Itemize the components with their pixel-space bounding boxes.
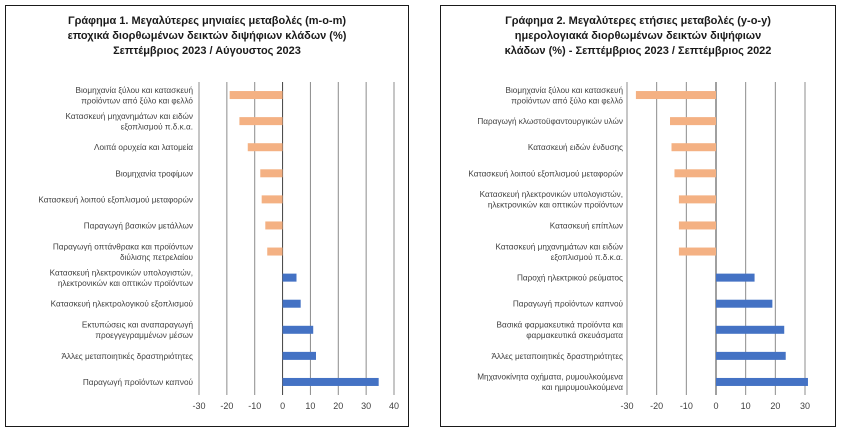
x-tick-label: 20 <box>770 401 781 411</box>
bar <box>670 117 716 125</box>
category-label: Βασικά φαρμακευτικά προϊόντα και <box>496 320 623 330</box>
x-tick-label: -20 <box>220 401 234 411</box>
category-label: διύλισης πετρελαίου <box>120 252 193 262</box>
x-tick-label: -30 <box>192 401 206 411</box>
bar <box>283 352 316 360</box>
category-label: ηλεκτρονικών και οπτικών προϊόντων <box>57 278 193 288</box>
chart-title-line: Γράφημα 1. Μεγαλύτερες μηνιαίες μεταβολές (m-o-m) <box>67 15 347 27</box>
x-tick-label: 30 <box>361 401 372 411</box>
category-label: Παραγωγή βασικών μετάλλων <box>83 221 193 231</box>
category-label: Κατασκευή λοιπού εξοπλισμού μεταφορών <box>38 195 193 205</box>
bar <box>674 169 716 177</box>
bar <box>679 248 716 256</box>
category-label: προϊόντων από ξύλο και φελλό <box>511 96 623 106</box>
category-label: Κατασκευή ηλεκτρονικών υπολογιστών, <box>49 268 193 278</box>
category-label: εξοπλισμού π.δ.κ.α. <box>120 122 193 132</box>
bar <box>262 195 283 203</box>
x-tick-label: -30 <box>620 401 634 411</box>
bar <box>283 326 314 334</box>
category-label: εξοπλισμού π.δ.κ.α. <box>550 252 623 262</box>
category-label: Παραγωγή προϊόντων καπνού <box>82 377 193 387</box>
bar <box>636 91 716 99</box>
category-label: Παροχή ηλεκτρικού ρεύματος <box>516 273 623 283</box>
chart-title-line: ημερολογιακά διορθωμένων δεικτών διψήφιων <box>514 30 762 42</box>
x-tick-label: 0 <box>280 401 286 411</box>
bar <box>230 91 283 99</box>
category-label: Παραγωγή οπτάνθρακα και προϊόντων <box>52 242 193 252</box>
category-label: Κατασκευή ηλεκτρολογικού εξοπλισμού <box>50 299 193 309</box>
category-label: Λοιπά ορυχεία και λατομεία <box>94 143 193 153</box>
x-tick-label: 10 <box>305 401 316 411</box>
category-label: Κατασκευή επίπλων <box>549 221 623 231</box>
category-label: Άλλες μεταποιητικές δραστηριότητες <box>491 351 623 361</box>
category-label: και ημιρυμουλκούμενα <box>541 383 623 393</box>
bar <box>283 300 301 308</box>
x-tick-label: -10 <box>679 401 693 411</box>
chart-title-line: Γράφημα 2. Μεγαλύτερες ετήσιες μεταβολές (y-o-y) <box>505 15 771 27</box>
category-label: Άλλες μεταποιητικές δραστηριότητες <box>61 351 193 361</box>
bar <box>265 221 282 229</box>
category-label: Κατασκευή ειδών ένδυσης <box>527 143 623 153</box>
bar <box>239 117 282 125</box>
chart-title-line: κλάδων (%) - Σεπτέμβριος 2023 / Σεπτέμβριος 2022 <box>504 45 772 57</box>
category-label: Βιομηχανία ξύλου και κατασκευή <box>75 85 193 95</box>
chart-panel-2 <box>440 5 836 427</box>
chart-plot <box>6 6 408 426</box>
bar <box>716 274 755 282</box>
bar <box>716 326 784 334</box>
bar <box>716 378 808 386</box>
bar <box>267 248 282 256</box>
bar <box>716 300 772 308</box>
category-label: Παραγωγή κλωστοϋφαντουργικών υλών <box>477 117 623 127</box>
bar <box>679 195 716 203</box>
bar <box>716 352 786 360</box>
chart-plot <box>441 6 835 426</box>
category-label: Κατασκευή μηχανημάτων και ειδών <box>495 242 623 252</box>
x-tick-label: 20 <box>333 401 344 411</box>
category-label: προεγγεγραμμένων μέσων <box>95 331 193 341</box>
bar <box>283 378 379 386</box>
bar <box>679 221 716 229</box>
category-label: Βιομηχανία τροφίμων <box>115 169 193 179</box>
category-label: Παραγωγή προϊόντων καπνού <box>512 299 623 309</box>
category-label: φαρμακευτικά σκευάσματα <box>526 331 623 341</box>
x-tick-label: -20 <box>650 401 664 411</box>
x-tick-label: 40 <box>388 401 400 411</box>
bar <box>260 169 282 177</box>
category-label: ηλεκτρονικών και οπτικών προϊόντων <box>487 200 623 210</box>
x-tick-label: 10 <box>740 401 751 411</box>
x-tick-label: 0 <box>713 401 719 411</box>
bar <box>672 143 717 151</box>
chart-panel-1 <box>5 5 409 427</box>
x-tick-label: -10 <box>248 401 262 411</box>
category-label: Κατασκευή μηχανημάτων και ειδών <box>65 111 193 121</box>
chart-title-line: Σεπτέμβριος 2023 / Αύγουστος 2023 <box>113 45 301 57</box>
category-label: Εκτυπώσεις και αναπαραγωγή <box>81 320 193 330</box>
x-tick-label: 30 <box>799 401 811 411</box>
bar <box>283 274 297 282</box>
chart-title-line: εποχικά διορθωμένων δεικτών διψήφιων κλάδων (%) <box>67 30 347 42</box>
category-label: Μηχανοκίνητα οχήματα, ρυμουλκούμενα <box>477 372 623 382</box>
category-label: Κατασκευή ηλεκτρονικών υπολογιστών, <box>479 190 623 200</box>
category-label: Κατασκευή λοιπού εξοπλισμού μεταφορών <box>468 169 623 179</box>
category-label: Βιομηχανία ξύλου και κατασκευή <box>505 85 623 95</box>
bar <box>248 143 283 151</box>
category-label: προϊόντων από ξύλο και φελλό <box>81 96 193 106</box>
